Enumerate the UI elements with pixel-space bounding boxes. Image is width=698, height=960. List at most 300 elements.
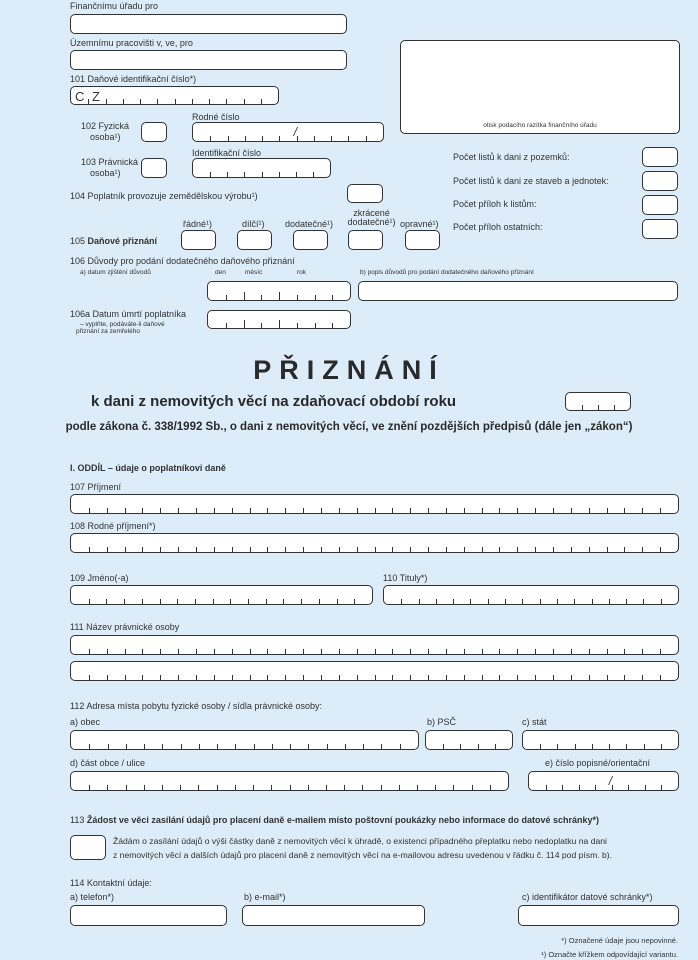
cell-divider (250, 675, 251, 680)
r103-label-line2: osoba¹) (90, 168, 121, 178)
cell-divider (303, 675, 304, 680)
cell-divider (142, 675, 143, 680)
cell-divider (125, 547, 126, 552)
cell-divider (321, 649, 322, 654)
cell-divider (140, 99, 141, 104)
slash-separator: / (608, 774, 613, 788)
cell-divider (345, 744, 346, 749)
form-subtitle: k dani z nemovitých věcí na zdaňovací období roku (91, 393, 457, 410)
cell-divider (375, 547, 376, 552)
office-input[interactable] (70, 14, 347, 34)
cell-divider (482, 675, 483, 680)
cell-divider (232, 547, 233, 552)
r106a-note-line1: – vyplňte, podáváte-li daňové (80, 321, 165, 328)
stamp-label: otisk podacího razítka finančního úřadu (483, 122, 597, 129)
cell-divider (303, 547, 304, 552)
cell-divider (107, 675, 108, 680)
cell-divider (344, 785, 345, 790)
cell-divider (614, 405, 615, 410)
r102-label-line2: osoba¹) (90, 132, 121, 142)
cell-divider (464, 547, 465, 552)
cell-divider (499, 508, 500, 513)
cell-divider (327, 744, 328, 749)
r106-date-input[interactable] (207, 281, 351, 301)
r113-text-line1: Žádám o zasílání údajů o výši částky daně z nemovitých věcí k úhradě, o existenci případného přeplatku nebo nedoplatku na dani (113, 836, 607, 846)
workplace-input[interactable] (70, 50, 347, 70)
cell-divider (160, 508, 161, 513)
cell-divider (357, 547, 358, 552)
cell-divider (308, 744, 309, 749)
cell-divider (575, 744, 576, 749)
opravne-checkbox[interactable] (405, 230, 440, 250)
cell-divider (381, 785, 382, 790)
cell-divider (321, 508, 322, 513)
cell-divider (232, 508, 233, 513)
cell-divider (357, 508, 358, 513)
dilci-checkbox[interactable] (237, 230, 272, 250)
cell-divider (607, 649, 608, 654)
cell-divider (285, 675, 286, 680)
cell-divider (626, 744, 627, 749)
slash-separator: / (293, 125, 297, 139)
email-label: b) e-mail*) (244, 892, 286, 902)
cell-divider (250, 508, 251, 513)
cell-divider (250, 649, 251, 654)
type-opravne-label: opravné¹) (400, 219, 439, 229)
dic-prefix-z: Z (92, 89, 100, 104)
cell-divider (354, 599, 355, 604)
cell-divider (446, 547, 447, 552)
cell-divider (313, 172, 314, 177)
cell-divider (88, 99, 89, 104)
cell-divider (446, 508, 447, 513)
type-dilci-label: dílčí¹) (242, 219, 265, 229)
cell-divider (244, 172, 245, 177)
cell-divider (453, 785, 454, 790)
cell-divider (357, 649, 358, 654)
cell-divider (303, 649, 304, 654)
count-stavby-input[interactable] (642, 171, 678, 191)
cell-divider (142, 508, 143, 513)
cell-divider (331, 136, 332, 141)
cell-divider (392, 547, 393, 552)
tituly-input[interactable] (383, 585, 679, 605)
r106a-label: 106a Datum úmrtí poplatníka (70, 309, 187, 319)
cell-divider (89, 744, 90, 749)
r111-label: 111 Název právnické osoby (70, 622, 180, 632)
cell-divider (522, 599, 523, 604)
cell-divider (660, 508, 661, 513)
cell-divider (279, 320, 280, 328)
cell-divider (232, 675, 233, 680)
cell-divider (428, 649, 429, 654)
cell-divider (375, 508, 376, 513)
workplace-label: Územnímu pracovišti v, ve, pro (70, 38, 193, 48)
cell-divider (339, 547, 340, 552)
cell-divider (266, 599, 267, 604)
cell-divider (443, 744, 444, 749)
zemedelska-vyroba-checkbox[interactable] (347, 184, 383, 203)
nazev-po-input-2[interactable] (70, 661, 679, 681)
cell-divider (642, 675, 643, 680)
cislo-input[interactable] (528, 771, 679, 791)
cell-divider (196, 508, 197, 513)
r106b-label: b) popis důvodů pro podání dodatečného daňového přiznání (360, 269, 534, 276)
cell-divider (271, 785, 272, 790)
r105-number: 105 (70, 236, 86, 246)
cell-divider (213, 599, 214, 604)
cell-divider (446, 649, 447, 654)
cell-divider (199, 744, 200, 749)
cell-divider (262, 172, 263, 177)
cell-divider (262, 136, 263, 141)
psc-input[interactable] (425, 730, 513, 750)
cell-divider (303, 508, 304, 513)
obec-label: a) obec (70, 717, 101, 727)
cell-divider (308, 785, 309, 790)
cell-divider (571, 649, 572, 654)
r102-label (81, 121, 129, 143)
r112-label: 112 Adresa místa pobytu fyzické osoby / sídla právnické osoby: (70, 701, 322, 711)
r106a-note-line2: přiznání za zemřelého (76, 328, 140, 335)
cell-divider (226, 295, 227, 300)
cell-divider (553, 508, 554, 513)
cell-divider (226, 99, 227, 104)
cell-divider (180, 785, 181, 790)
r106a-note (76, 321, 165, 335)
cell-divider (557, 599, 558, 604)
cell-divider (582, 405, 583, 410)
cell-divider (214, 675, 215, 680)
rok-label: rok (297, 269, 307, 276)
cell-divider (464, 508, 465, 513)
cell-divider (253, 785, 254, 790)
cell-divider (337, 599, 338, 604)
cell-divider (428, 508, 429, 513)
cell-divider (579, 785, 580, 790)
zkracene-dodatecne-checkbox[interactable] (348, 230, 383, 250)
stamp-area (400, 40, 680, 134)
cell-divider (428, 547, 429, 552)
cell-divider (160, 649, 161, 654)
cell-divider (392, 675, 393, 680)
cell-divider (464, 649, 465, 654)
cell-divider (643, 599, 644, 604)
cell-divider (478, 744, 479, 749)
cell-divider (175, 99, 176, 104)
cell-divider (482, 547, 483, 552)
ico-input[interactable] (192, 158, 331, 178)
cell-divider (464, 675, 465, 680)
cell-divider (297, 295, 298, 300)
rodne-prijmeni-input[interactable] (70, 533, 679, 553)
cell-divider (196, 649, 197, 654)
cell-divider (230, 599, 231, 604)
obec-input[interactable] (70, 730, 419, 750)
r106a-date-input[interactable] (207, 310, 351, 329)
cell-divider (332, 323, 333, 328)
count-prilohy-ostatni-label: Počet příloh ostatních: (453, 222, 543, 232)
cell-divider (107, 508, 108, 513)
cell-divider (535, 508, 536, 513)
form-title: PŘIZNÁNÍ (253, 355, 445, 385)
cell-divider (357, 675, 358, 680)
cell-divider (642, 547, 643, 552)
datova-schranka-label: c) identifikátor datové schránky*) (522, 892, 653, 902)
cell-divider (535, 675, 536, 680)
cell-divider (214, 649, 215, 654)
cell-divider (178, 508, 179, 513)
nazev-po-input-1[interactable] (70, 635, 679, 655)
cell-divider (624, 547, 625, 552)
r114-label: 114 Kontaktní údaje: (70, 878, 152, 888)
cell-divider (589, 508, 590, 513)
cell-divider (460, 744, 461, 749)
cell-divider (144, 744, 145, 749)
cell-divider (279, 292, 280, 300)
law-reference: podle zákona č. 338/1992 Sb., o dani z nemovitých věcí, ve znění pozdějších předpisů (dále jen „zákon“) (65, 421, 633, 433)
cell-divider (642, 508, 643, 513)
r113-text-line2: z nemovitých věcí a dalších údajů pro placení daně z nemovitých věcí na e-mailovou adresu uvedenou v řádku č. 114 pod písm. b). (113, 850, 613, 860)
r113-title: Žádost ve věci zasílání údajů pro placení daně e-mailem místo poštovní poukázky nebo informace do datové schránky*) (86, 815, 600, 825)
r103-label-line1: 103 Právnická (81, 157, 139, 167)
cell-divider (375, 675, 376, 680)
cell-divider (332, 295, 333, 300)
cell-divider (362, 785, 363, 790)
cell-divider (195, 599, 196, 604)
footnote-optional: *) Označené údaje jsou nepovinné. (561, 936, 678, 945)
cell-divider (285, 508, 286, 513)
cell-divider (125, 508, 126, 513)
cell-divider (279, 172, 280, 177)
dic-label: 101 Daňové identifikační číslo*) (70, 74, 197, 84)
cell-divider (290, 744, 291, 749)
email-input[interactable] (242, 905, 425, 926)
cell-divider (181, 744, 182, 749)
cell-divider (254, 744, 255, 749)
r113-number: 113 (70, 815, 85, 825)
ico-label: Identifikační číslo (192, 148, 262, 158)
cell-divider (410, 508, 411, 513)
cell-divider (540, 599, 541, 604)
prijmeni-input[interactable] (70, 494, 679, 514)
cell-divider (198, 785, 199, 790)
count-prilohy-listy-input[interactable] (642, 195, 678, 215)
cell-divider (210, 136, 211, 141)
ulice-input[interactable] (70, 771, 509, 791)
cell-divider (321, 547, 322, 552)
r102-label-line1: 102 Fyzická (81, 121, 130, 131)
rodne-cislo-input[interactable] (192, 122, 384, 142)
cell-divider (142, 547, 143, 552)
r106a-sub-label: a) datum zjištění důvodů (80, 269, 151, 276)
cell-divider (488, 599, 489, 604)
cell-divider (472, 785, 473, 790)
cell-divider (624, 675, 625, 680)
r104-label: 104 Poplatník provozuje zemědělskou výrobu¹) (70, 191, 258, 201)
cell-divider (235, 785, 236, 790)
dic-prefix-c: C (75, 89, 85, 104)
cell-divider (517, 547, 518, 552)
cell-divider (107, 547, 108, 552)
cell-divider (272, 744, 273, 749)
footnote-cross: ¹) Označte křížkem odpovídající variantu. (541, 950, 678, 959)
cell-divider (339, 649, 340, 654)
r107-label: 107 Příjmení (70, 482, 122, 492)
cell-divider (381, 744, 382, 749)
cell-divider (392, 649, 393, 654)
cell-divider (314, 136, 315, 141)
cell-divider (290, 785, 291, 790)
mesic-label: měsíc (245, 269, 263, 276)
cell-divider (89, 785, 90, 790)
cell-divider (297, 323, 298, 328)
cell-divider (214, 547, 215, 552)
jmeno-input[interactable] (70, 585, 373, 605)
cell-divider (228, 136, 229, 141)
cell-divider (196, 547, 197, 552)
cell-divider (142, 649, 143, 654)
cell-divider (661, 785, 662, 790)
cell-divider (108, 744, 109, 749)
cell-divider (267, 649, 268, 654)
cell-divider (626, 599, 627, 604)
cell-divider (499, 649, 500, 654)
cell-divider (210, 172, 211, 177)
cell-divider (248, 599, 249, 604)
cell-divider (157, 99, 158, 104)
cell-divider (217, 744, 218, 749)
count-pozemky-input[interactable] (642, 147, 678, 167)
cell-divider (125, 675, 126, 680)
year-input[interactable] (565, 392, 631, 411)
r113-text (113, 834, 612, 862)
cell-divider (178, 649, 179, 654)
radne-checkbox[interactable] (181, 230, 216, 250)
cell-divider (505, 599, 506, 604)
cell-divider (392, 508, 393, 513)
section1-heading: I. ODDÍL – údaje o poplatníkovi daně (70, 463, 226, 473)
cell-divider (419, 599, 420, 604)
cell-divider (326, 785, 327, 790)
cell-divider (401, 599, 402, 604)
dodatecne-checkbox[interactable] (293, 230, 328, 250)
stat-input[interactable] (522, 730, 679, 750)
cell-divider (661, 744, 662, 749)
cell-divider (244, 292, 245, 300)
cell-divider (574, 599, 575, 604)
cell-divider (123, 99, 124, 104)
cell-divider (89, 599, 90, 604)
r106-label: 106 Důvody pro podání dodatečného daňového přiznání (70, 256, 295, 266)
cell-divider (645, 785, 646, 790)
r105-label (70, 236, 157, 246)
cell-divider (124, 599, 125, 604)
dic-input[interactable] (70, 86, 279, 105)
cell-divider (250, 547, 251, 552)
cell-divider (410, 547, 411, 552)
cell-divider (339, 508, 340, 513)
cell-divider (283, 599, 284, 604)
cell-divider (162, 785, 163, 790)
cell-divider (321, 675, 322, 680)
cell-divider (446, 675, 447, 680)
cell-divider (571, 675, 572, 680)
cell-divider (89, 547, 90, 552)
cell-divider (235, 744, 236, 749)
cell-divider (106, 599, 107, 604)
cell-divider (209, 99, 210, 104)
cell-divider (285, 547, 286, 552)
telefon-input[interactable] (70, 905, 227, 926)
cell-divider (261, 295, 262, 300)
cell-divider (227, 172, 228, 177)
cell-divider (177, 599, 178, 604)
cell-divider (592, 599, 593, 604)
cell-divider (315, 323, 316, 328)
cell-divider (607, 547, 608, 552)
ulice-label: d) část obce / ulice (70, 758, 146, 768)
cell-divider (417, 785, 418, 790)
cell-divider (495, 744, 496, 749)
cislo-label: e) číslo popisné/orientační (545, 758, 651, 768)
cell-divider (89, 508, 90, 513)
cell-divider (244, 99, 245, 104)
cell-divider (192, 99, 193, 104)
cell-divider (296, 172, 297, 177)
email-request-checkbox[interactable] (70, 835, 106, 860)
cell-divider (160, 675, 161, 680)
cell-divider (267, 508, 268, 513)
stat-label: c) stát (522, 717, 547, 727)
cell-divider (517, 508, 518, 513)
fyzicka-osoba-checkbox[interactable] (141, 122, 167, 142)
cell-divider (607, 508, 608, 513)
cell-divider (499, 547, 500, 552)
cell-divider (410, 675, 411, 680)
cell-divider (453, 599, 454, 604)
cell-divider (142, 599, 143, 604)
r106b-input[interactable] (358, 281, 678, 301)
pravnicka-osoba-checkbox[interactable] (141, 158, 167, 178)
cell-divider (592, 744, 593, 749)
r103-label (81, 157, 138, 179)
cell-divider (553, 675, 554, 680)
datova-schranka-input[interactable] (518, 905, 679, 926)
cell-divider (557, 744, 558, 749)
cell-divider (301, 599, 302, 604)
cell-divider (125, 649, 126, 654)
cell-divider (644, 744, 645, 749)
r109-label: 109 Jméno(-a) (70, 573, 129, 583)
cell-divider (315, 295, 316, 300)
cell-divider (607, 675, 608, 680)
cell-divider (366, 136, 367, 141)
r113-label (70, 815, 599, 825)
cell-divider (232, 649, 233, 654)
count-prilohy-listy-label: Počet příloh k listům: (453, 199, 537, 209)
cell-divider (609, 744, 610, 749)
cell-divider (178, 547, 179, 552)
cell-divider (660, 675, 661, 680)
cell-divider (553, 547, 554, 552)
cell-divider (589, 675, 590, 680)
count-prilohy-ostatni-input[interactable] (642, 219, 678, 239)
cell-divider (535, 547, 536, 552)
cell-divider (363, 744, 364, 749)
psc-label: b) PSČ (427, 717, 457, 727)
cell-divider (660, 649, 661, 654)
